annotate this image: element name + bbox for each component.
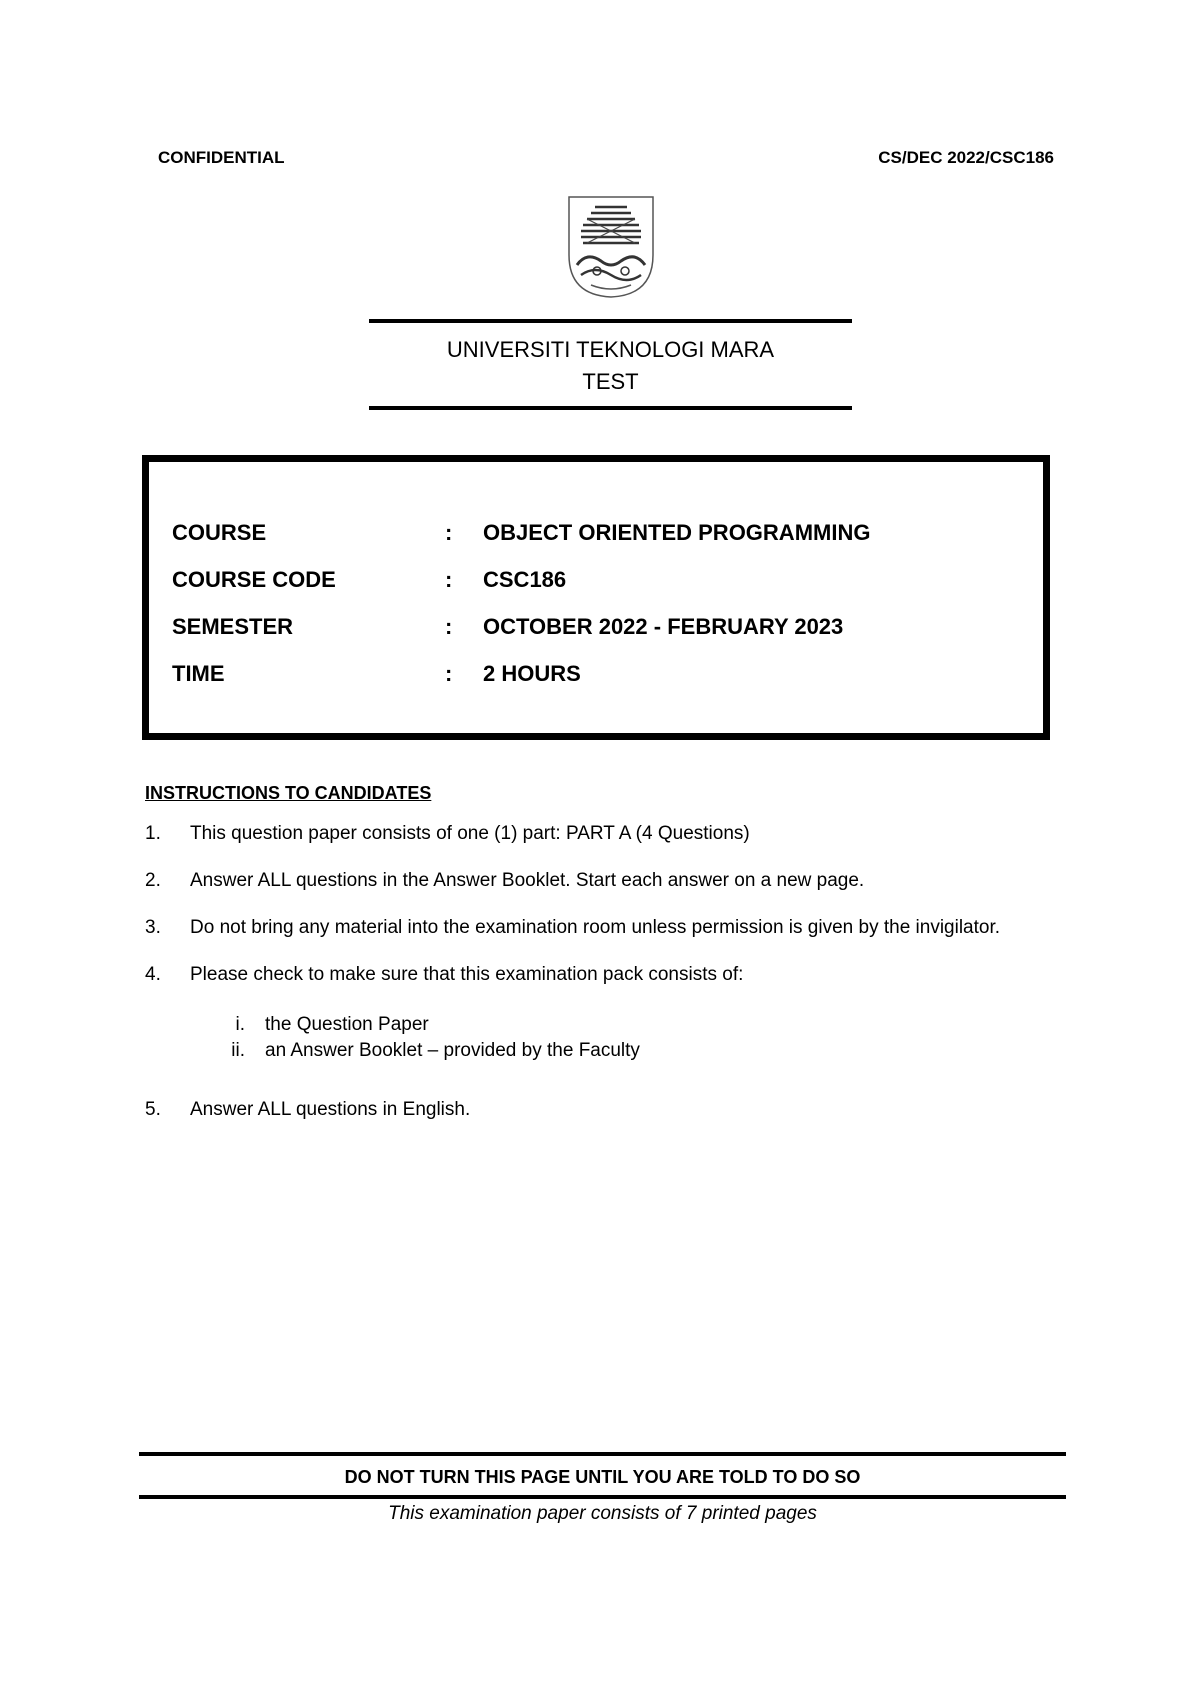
exam-type: TEST <box>582 369 639 394</box>
sub-item-text: an Answer Booklet – provided by the Faculty <box>265 1040 640 1061</box>
course-label: COURSE <box>172 520 267 545</box>
confidential-label: CONFIDENTIAL <box>158 148 285 167</box>
instruction-number: 1. <box>145 823 161 844</box>
university-name: UNIVERSITI TEKNOLOGI MARA <box>446 337 775 362</box>
title-top-rule <box>369 319 852 323</box>
sub-item-text: the Question Paper <box>265 1014 429 1035</box>
instructions-title: INSTRUCTIONS TO CANDIDATES <box>145 783 432 803</box>
course-code-separator: : <box>445 567 453 592</box>
instruction-number: 4. <box>145 964 161 985</box>
instruction-number: 5. <box>145 1099 161 1120</box>
university-logo <box>567 195 655 299</box>
title-bottom-rule <box>369 406 852 410</box>
semester-value: OCTOBER 2022 - FEBRUARY 2023 <box>483 614 844 639</box>
course-separator: : <box>445 520 453 545</box>
footer-bottom-rule <box>139 1495 1066 1499</box>
time-label: TIME <box>172 661 225 686</box>
time-value: 2 HOURS <box>483 661 581 686</box>
footer-top-rule <box>139 1452 1066 1456</box>
course-value: OBJECT ORIENTED PROGRAMMING <box>483 520 871 545</box>
semester-separator: : <box>445 614 453 639</box>
instruction-number: 2. <box>145 870 161 891</box>
instruction-number: 3. <box>145 917 161 938</box>
instruction-text: This question paper consists of one (1) part: PART A (4 Questions) <box>190 823 750 844</box>
instruction-text: Answer ALL questions in English. <box>190 1099 471 1120</box>
instruction-text: Please check to make sure that this examination pack consists of: <box>190 964 744 985</box>
instruction-text: Answer ALL questions in the Answer Booklet. Start each answer on a new page. <box>190 870 865 891</box>
course-info-box <box>142 455 1050 740</box>
page-count-note: This examination paper consists of 7 printed pages <box>388 1503 817 1524</box>
sub-item <box>235 1014 429 1036</box>
semester-label: SEMESTER <box>172 614 294 639</box>
sub-item-number: ii. <box>231 1040 245 1061</box>
do-not-turn-warning: DO NOT TURN THIS PAGE UNTIL YOU ARE TOLD TO DO SO <box>344 1467 861 1487</box>
instruction-text: Do not bring any material into the examination room unless permission is given by the invigilator. <box>190 917 1001 938</box>
sub-item <box>231 1040 640 1062</box>
paper-code: CS/DEC 2022/CSC186 <box>878 148 1054 167</box>
course-code-value: CSC186 <box>483 567 567 592</box>
sub-item-number: i. <box>235 1014 245 1035</box>
course-code-label: COURSE CODE <box>172 567 336 592</box>
time-separator: : <box>445 661 453 686</box>
